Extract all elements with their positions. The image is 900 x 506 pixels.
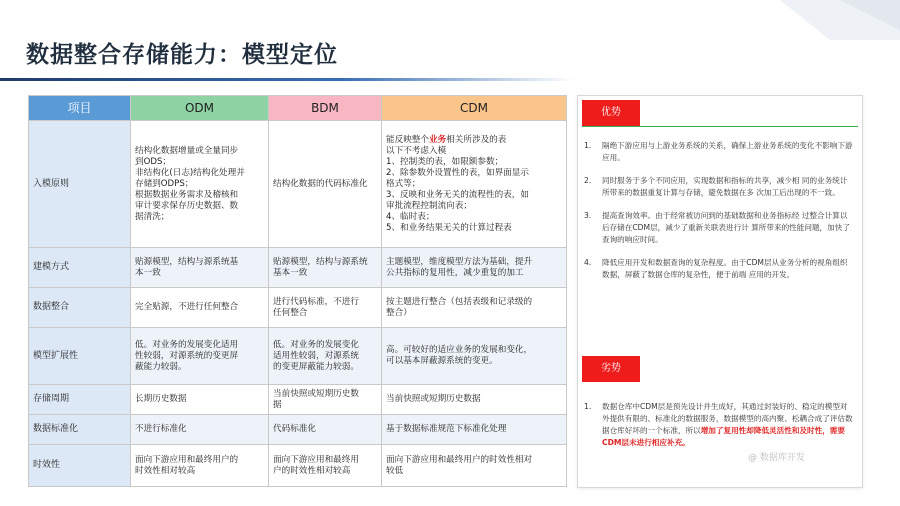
cell-line — [386, 135, 562, 146]
cell-line: 较低 — [386, 465, 404, 476]
cell-line: 长期历史数据 — [135, 394, 187, 404]
cell-line: 面向下游应用和最终用户的 — [135, 454, 239, 465]
odm-cell — [131, 288, 269, 328]
cdm-cell — [382, 248, 567, 288]
cell-line: 户的时效性相对较高 — [273, 465, 351, 476]
table-row — [29, 121, 567, 248]
cell-line: 的变更屏蔽能力较弱。 — [273, 361, 359, 372]
table-row — [29, 385, 567, 415]
table-header-row — [29, 96, 567, 121]
item-highlight-text: 增加了复用性却降低灵活性和及时性，需要CDM层未进行相应补充。 — [602, 426, 845, 447]
cell-line: 不进行标准化 — [135, 424, 187, 434]
table-row — [29, 288, 567, 328]
row-label: 模型扩展性 — [29, 328, 131, 385]
advantages-divider — [582, 126, 858, 127]
cell-line: 结构化数据增量或全量同步 — [135, 145, 239, 156]
cell-line: 非结构化(日志)结构化处理并 — [135, 167, 245, 178]
cell-line: 基于数据标准规范下标准化处理 — [386, 424, 507, 434]
table-row — [29, 415, 567, 445]
header-bdm: BDM — [269, 96, 382, 121]
cell-line: 任何整合 — [273, 307, 308, 318]
title-underline — [0, 78, 575, 81]
cell-text: 相关所涉及的表 — [446, 134, 507, 145]
cell-line: 贴源模型，结构与源系统 — [273, 256, 368, 267]
cell-line: 主题模型，维度模型方法为基础，提升 — [386, 256, 533, 267]
disadvantages-list — [584, 401, 854, 460]
bdm-cell — [269, 385, 382, 415]
cell-line: 当前快照或短期历史数 — [273, 388, 359, 399]
list-item — [584, 257, 854, 281]
advantages-list — [584, 140, 854, 292]
list-item — [584, 175, 854, 199]
cdm-cell — [382, 385, 567, 415]
table-row — [29, 445, 567, 487]
cell-line: 性较弱，对源系统的变更屏 — [135, 350, 239, 361]
item-text: 隔绝下游应用与上游业务系统的关系，确保上游业务系统的变化不影响下游应用。 — [602, 141, 853, 162]
cell-line: 适用性较弱，对源系统 — [273, 350, 359, 361]
cell-line: 面向下游应用和最终用 — [273, 454, 359, 465]
cell-line: 代码标准化 — [273, 424, 316, 434]
item-text: 数据仓库中CDM层是预先设计并生成好，其通过封装好的、稳定的模型对外提供有限的、标准化的数据服务，数据模型的高内聚、松耦合成了评估数据仓库好坏的一个标准，所以 — [602, 402, 853, 435]
watermark: @ 数据库开发 — [748, 453, 805, 463]
row-label: 入模原则 — [29, 121, 131, 248]
cell-line: 格式等； — [386, 178, 421, 189]
pros-cons-panel — [577, 95, 863, 488]
bdm-cell — [269, 415, 382, 445]
row-label: 数据整合 — [29, 288, 131, 328]
bdm-cell — [269, 248, 382, 288]
cell-line: 低。对业务的发展变化适用 — [135, 339, 239, 350]
item-number: 1. — [584, 141, 592, 150]
cell-line: 基本一致 — [273, 267, 308, 278]
bdm-cell — [269, 445, 382, 487]
bdm-cell — [269, 328, 382, 385]
cell-line: 据 — [273, 399, 282, 410]
cell-line: 以下不考虑入模 — [386, 145, 447, 156]
highlight-text: 业务 — [428, 134, 447, 145]
table-row — [29, 328, 567, 385]
cdm-cell — [382, 121, 567, 248]
disadvantages-badge: 劣势 — [582, 356, 640, 382]
list-item — [584, 210, 854, 246]
cell-line: 公共指标的复用性，减少重复的加工 — [386, 267, 524, 278]
cell-line: 审批流程控制流向表； — [386, 200, 472, 211]
row-label: 存储周期 — [29, 385, 131, 415]
cell-line: 存储到ODPS； — [135, 178, 194, 189]
cell-line: 完全贴源，不进行任何整合 — [135, 302, 239, 312]
cell-line: 4、临时表； — [386, 211, 435, 222]
odm-cell — [131, 121, 269, 248]
cell-line: 结构化数据的代码标准化 — [273, 178, 368, 189]
row-label: 建模方式 — [29, 248, 131, 288]
cell-line: 时效性相对较高 — [135, 465, 196, 476]
item-number: 2. — [584, 176, 592, 185]
cell-line: 高。可较好的适应业务的发展和变化， — [386, 345, 533, 355]
cell-line: 3、反映和业务无关的流程性的表，如 — [386, 189, 529, 200]
item-number: 4. — [584, 258, 592, 267]
cell-line: 当前快照或短期历史数据 — [386, 394, 481, 404]
cell-line: 进行代码标准，不进行 — [273, 296, 359, 307]
odm-cell — [131, 248, 269, 288]
cell-line: 按主题进行整合（包括表级和记录级的 — [386, 296, 533, 307]
corner-decoration — [720, 0, 900, 40]
cdm-cell — [382, 415, 567, 445]
cell-line: 低。对业务的发展变化 — [273, 339, 359, 350]
item-number: 3. — [584, 211, 592, 220]
list-item — [584, 401, 854, 449]
cdm-cell — [382, 328, 567, 385]
table-row — [29, 248, 567, 288]
odm-cell — [131, 415, 269, 445]
cell-line: 面向下游应用和最终用户的时效性相对 — [386, 454, 533, 465]
item-number: 1. — [584, 402, 592, 411]
model-comparison-table — [28, 95, 567, 487]
cell-line: 根据数据业务需求及稽核和 — [135, 189, 239, 200]
cell-line: 本一致 — [135, 267, 161, 278]
cell-line: 1、控制类的表，如限额参数； — [386, 156, 504, 167]
cell-line: 蔽能力较弱。 — [135, 361, 187, 372]
cdm-cell — [382, 445, 567, 487]
item-text: 提高查询效率。由于经常被访问到的基础数据和业务指标经 过整合计算以后存储在CDM层，减少了重新关联表进行计 算所带来的性能问题，加快了查询的响应时间。 — [602, 211, 850, 244]
odm-cell — [131, 385, 269, 415]
header-item: 项目 — [29, 96, 131, 121]
cell-line: 可以基本屏蔽源系统的变更。 — [386, 356, 498, 366]
cell-line: 5、和业务结果无关的计算过程表 — [386, 222, 512, 233]
row-label: 数据标准化 — [29, 415, 131, 445]
bdm-cell — [269, 288, 382, 328]
odm-cell — [131, 328, 269, 385]
page-title: 数据整合存储能力：模型定位 — [26, 42, 338, 68]
cell-line: 2、除参数外设置性的表，如界面显示 — [386, 167, 529, 178]
cell-line: 审计要求保存历史数据、数 — [135, 200, 239, 211]
bdm-cell — [269, 121, 382, 248]
cell-line: 整合） — [386, 307, 412, 318]
list-item — [584, 140, 854, 164]
advantages-badge: 优势 — [582, 100, 640, 126]
cell-text: 能反映整个 — [386, 134, 429, 145]
cell-line: 到ODS； — [135, 156, 172, 167]
header-odm: ODM — [131, 96, 269, 121]
cell-line: 贴源模型，结构与源系统基 — [135, 256, 239, 267]
item-text: 同时服务于多个不同应用，实现数据和指标的共享，减少相 同的业务统计所带来的数据重复计算与存储，避免数据在多 次加工后出现的不一致。 — [602, 176, 848, 197]
cell-line: 据清洗； — [135, 211, 170, 222]
header-cdm: CDM — [382, 96, 567, 121]
row-label: 时效性 — [29, 445, 131, 487]
cdm-cell — [382, 288, 567, 328]
odm-cell — [131, 445, 269, 487]
item-text: 降低应用开发和数据查询的复杂程度。由于CDM层从业务分析的视角组织数据，屏蔽了数据仓库的复杂性，便于前端 应用的开发。 — [602, 258, 848, 279]
